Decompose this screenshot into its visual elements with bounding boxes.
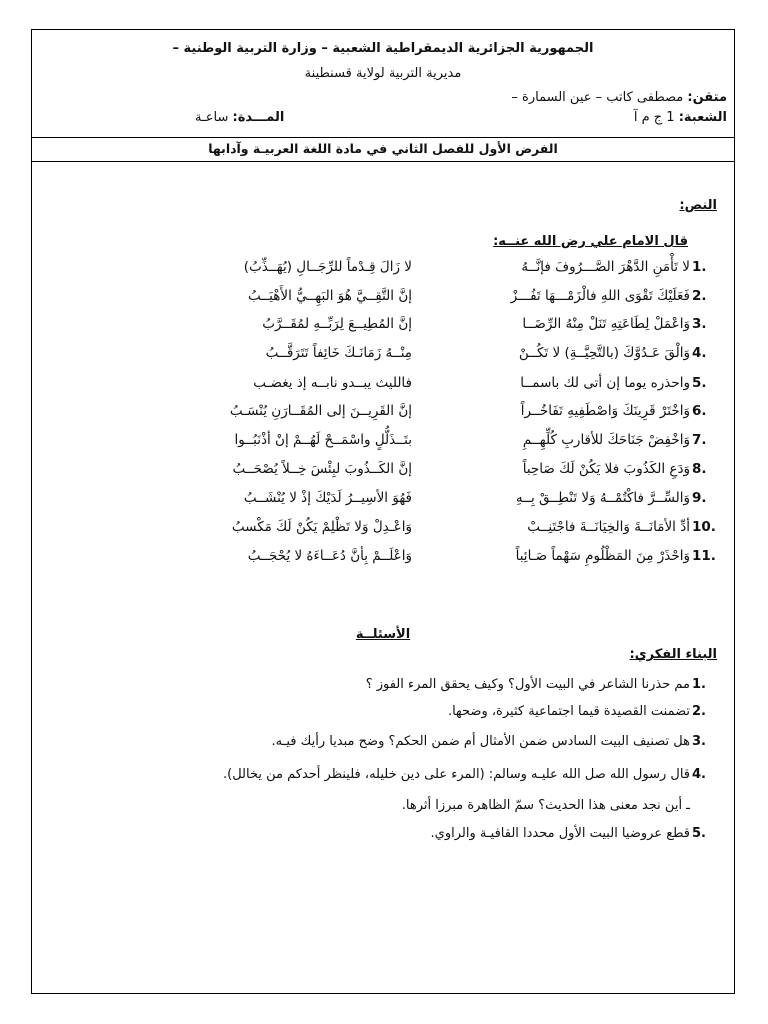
exam-title: الفرض الأول للفصل الثاني في مادة اللغة العربيـة وآدابها	[32, 138, 734, 162]
verse-first-hemistich: وَاخْتَرْ قَرِينَكَ وَاصْطَفِيهِ تَفَاخُــراً	[520, 403, 690, 419]
verse-row	[32, 461, 736, 487]
verse-row	[32, 288, 736, 314]
verse-second-hemistich: وَاعْلَــمْ بِأنَّ دُعَــاءَهُ لا يُحْجَــبُ	[247, 548, 412, 564]
school-line	[511, 90, 727, 105]
branch-label: الشعبة:	[678, 110, 727, 125]
verse-number: 7.	[692, 432, 707, 448]
question-text: قال رسول الله صل الله عليـه وسالم: (المرء على دين خليله، فلينظر أحدكم من يخالل).	[223, 767, 690, 782]
verse-first-hemistich: لا تَأْمَنِ الدَّهْرَ الصَّـــرُوفَ فإنَّــهُ	[521, 259, 690, 275]
verse-second-hemistich: فَهُوَ الأسِيــرُ لَدَيْكَ إذْ لا يُنْشَــبُ	[243, 490, 412, 506]
verse-first-hemistich: واحذره يوما إن أتى لك باسمــا	[520, 375, 690, 391]
question-number: 3.	[692, 734, 706, 749]
directorate-line: مديرية التربية لولاية قسنطينة	[304, 66, 462, 81]
verse-first-hemistich: وَاحْذَرْ مِنَ المَظْلُومِ سَهْماً صَـائِباً	[515, 548, 690, 564]
duration-label: المـــدة:	[232, 110, 285, 125]
question-number: 2.	[692, 704, 706, 719]
question-item	[72, 677, 736, 701]
text-heading: النص:	[679, 198, 717, 213]
exam-header	[32, 30, 734, 138]
verse-second-hemistich: مِنْــهُ زَمَانَـكَ خَائِفاً تَتَرَقَّــبُ	[265, 345, 412, 361]
questions-heading: الأسئلــة	[355, 627, 411, 642]
branch-line	[634, 110, 727, 125]
verse-number: 3.	[692, 316, 707, 332]
verse-row	[32, 519, 736, 545]
verse-number: 4.	[692, 345, 707, 361]
poem-title: قال الامام علي رض الله عنــه:	[493, 234, 688, 249]
verse-row	[32, 490, 736, 516]
branch-value: 1 ج م آ	[633, 110, 675, 125]
verse-number: 2.	[692, 288, 707, 304]
verse-number: 1.	[692, 259, 707, 275]
question-text: قطع عروضيا البيت الأول محددا القافيـة والراوي.	[430, 826, 690, 841]
verse-number: 8.	[692, 461, 707, 477]
question-number: 5.	[692, 826, 706, 841]
question-item	[72, 704, 736, 728]
verse-second-hemistich: لا زَالَ قِـدْماً للرِّجَــالِ (يُهَــذِّبُ)	[243, 259, 412, 275]
verse-first-hemistich: وَدَعِ الكَذُوبَ فلا يَكُنْ لَكَ صَاحِباً	[522, 461, 690, 477]
question-item	[72, 826, 736, 850]
verse-first-hemistich: وَاخْفِضْ جَنَاحَكَ للأقاربِ كُلِّهِــمِ	[522, 432, 690, 448]
verse-first-hemistich: وَالسِّــرَّ فاكْتُمْــهُ وَلا تَنْطِــقْ بِــهِ	[515, 490, 690, 506]
verse-first-hemistich: وَاعْمَلْ لِطَاعَتِهِ تَنَلْ مِنْهُ الرِّضَــا	[522, 316, 690, 332]
verse-number: 10.	[692, 519, 716, 535]
verse-row	[32, 548, 736, 574]
verse-second-hemistich: بتَــذَلُّلٍ واسْمَــحْ لَهُــمْ إنْ أذْنَبُــوا	[234, 432, 412, 448]
duration-line	[195, 110, 284, 125]
verse-first-hemistich: فَعَلَيْكَ تَقْوَى اللهِ فالْزَمْـــهَا تَفُـــزْ	[510, 288, 690, 304]
exam-sheet	[31, 29, 735, 994]
school-value: مصطفى كاتب – عين السمارة –	[511, 90, 684, 105]
verse-number: 5.	[692, 375, 707, 391]
question-text: مم حذرنا الشاعر في البيت الأول؟ وكيف يحقق المرء الفوز ؟	[365, 677, 690, 692]
question-item	[72, 767, 736, 791]
question-text: تضمنت القصيدة قيما اجتماعية كثيرة، وضحها.	[447, 704, 690, 719]
verse-row	[32, 432, 736, 458]
duration-value: ساعـة	[195, 110, 229, 125]
verse-row	[32, 375, 736, 401]
ministry-line: الجمهورية الجزائرية الديمقراطية الشعبية – وزارة التربية الوطنية –	[172, 41, 594, 56]
verse-second-hemistich: فالليث يبــدو نابــه إذ يغضـب	[253, 375, 412, 391]
verse-row	[32, 345, 736, 371]
question-4-subitem: ـ أين نجد معنى هذا الحديث؟ سمّ الظاهرة مبرزا أثرها.	[401, 798, 690, 813]
verse-row	[32, 259, 736, 285]
verse-second-hemistich: إنَّ المُطِيــعَ لِرَبِّــهِ لمُقَــرَّبُ	[262, 316, 412, 332]
verse-row	[32, 316, 736, 342]
question-text: هل تصنيف البيت السادس ضمن الأمثال أم ضمن الحكم؟ وضح مبديا رأيك فيـه.	[271, 734, 690, 749]
verse-second-hemistich: إنَّ الكَــذُوبَ لبِئْسَ خِــلاً يُصْحَــبُ	[232, 461, 412, 477]
verse-second-hemistich: وَاعْـدِلْ وَلا تَظْلِمْ يَكُنْ لَكَ مَكْسبُ	[231, 519, 412, 535]
verse-number: 6.	[692, 403, 707, 419]
verse-row	[32, 403, 736, 429]
verse-second-hemistich: إنَّ التَّقِــيَّ هُوَ البَهِــيُّ الأَهْيَــبُ	[248, 288, 412, 304]
verse-second-hemistich: إنَّ القَرِيــنَ إلى المُقَــارَنِ يُنْسَـبُ	[229, 403, 412, 419]
question-item	[72, 734, 736, 758]
verse-first-hemistich: وَالْقَ عَـدُوَّكَ (بالتَّحِيَّــةِ) لا تَكُــنْ	[518, 345, 690, 361]
verse-first-hemistich: أدِّ الأمَانَــةَ وَالخِيَانَــةَ فاجْتَنِــبْ	[527, 519, 690, 535]
verse-number: 9.	[692, 490, 707, 506]
question-number: 4.	[692, 767, 706, 782]
verse-number: 11.	[692, 548, 716, 564]
questions-section-title: البناء الفكري:	[629, 647, 717, 662]
school-label: متقن:	[687, 90, 727, 105]
question-number: 1.	[692, 677, 706, 692]
